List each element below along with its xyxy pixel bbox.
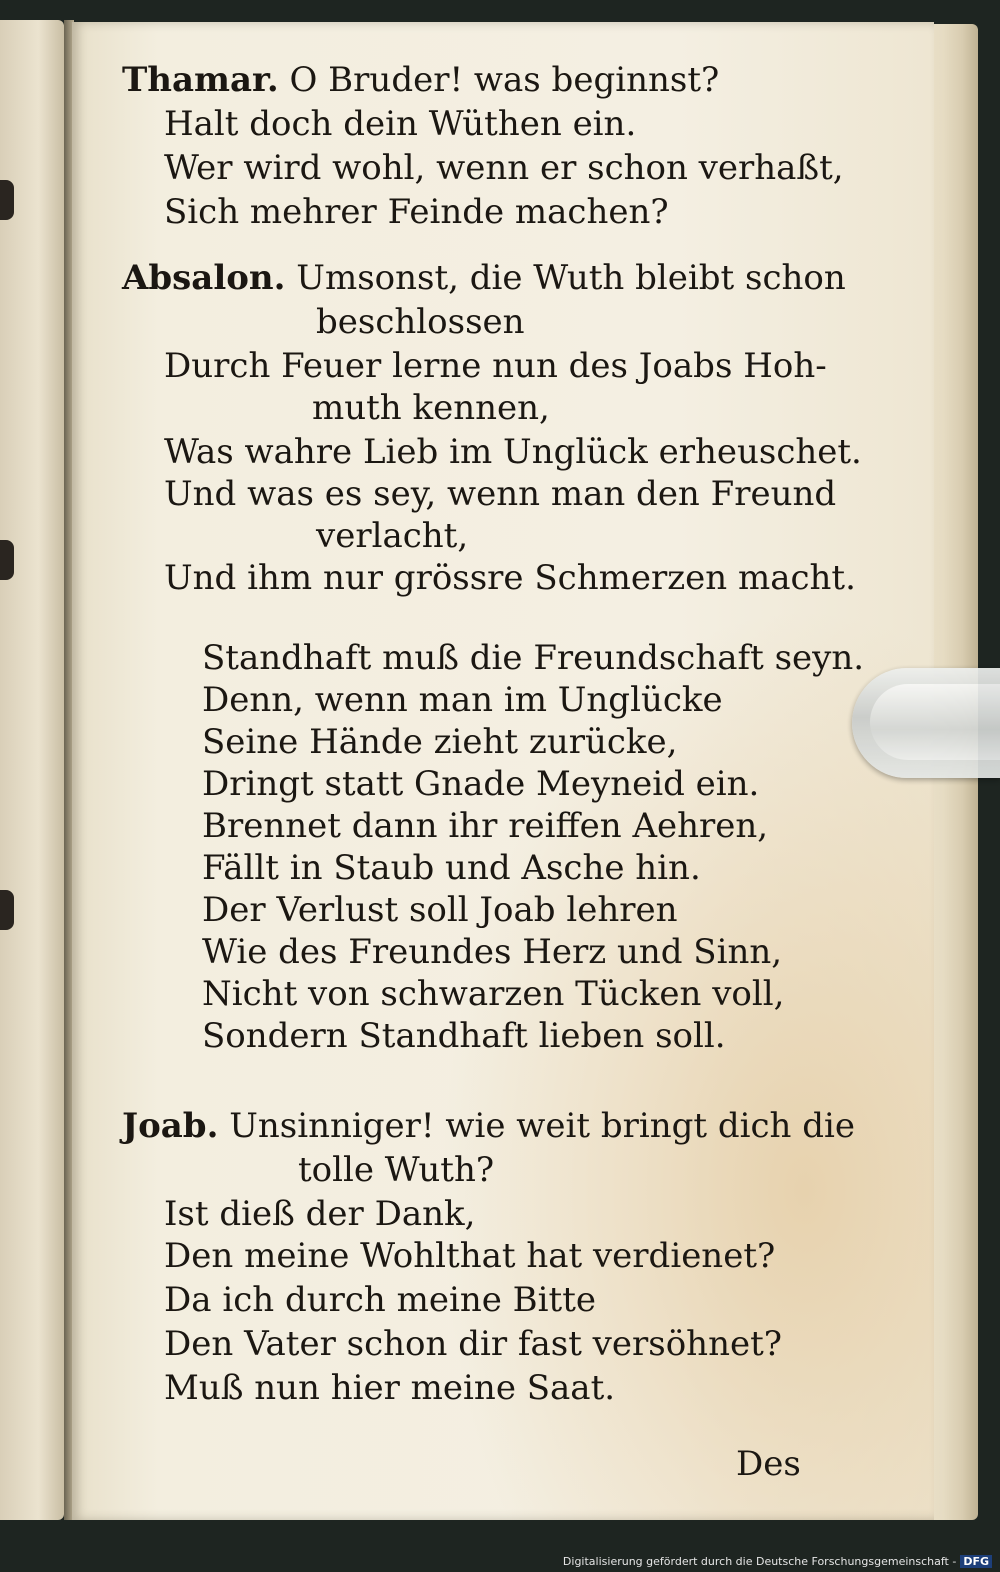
clip-highlight [870,684,1000,760]
verse-line: Nicht von schwarzen Tücken voll, [202,974,785,1014]
verse-line: Brennet dann ihr reiffen Aehren, [202,806,769,846]
verse-line: Muß nun hier meine Saat. [164,1368,616,1408]
verse-line: Denn, wenn man im Unglücke [202,680,723,720]
verse-line: Den Vater schon dir fast versöhnet? [164,1324,782,1364]
left-page-glyph-fragment [0,890,14,930]
digitization-credit [563,1555,992,1568]
verse-line: Sondern Standhaft lieben soll. [202,1016,726,1056]
speaker-name: Absalon. [122,258,286,298]
verse-line: Fällt in Staub und Asche hin. [202,848,701,888]
verse-line [122,1104,855,1148]
line-text: O Bruder! was beginnst? [289,60,720,100]
left-page-glyph-fragment [0,180,14,220]
page-holder-clip [852,668,1000,778]
line-text: Umsonst, die Wuth bleibt schon [296,258,846,298]
verse-line: Halt doch dein Wüthen ein. [164,104,637,144]
verse-line: Durch Feuer lerne nun des Joabs Hoh- [164,346,827,386]
verse-line: tolle Wuth? [298,1150,495,1190]
verse-line: verlacht, [316,516,469,556]
verse-line: Wer wird wohl, wenn er schon verhaßt, [164,148,844,188]
verse-line: Wie des Freundes Herz und Sinn, [202,932,783,972]
verse-line: Was wahre Lieb im Unglück erheuschet. [164,432,862,472]
speaker-name: Thamar. [122,60,279,100]
verse-line: Seine Hände zieht zurücke, [202,722,678,762]
verse-line [122,58,719,102]
verse-line [122,256,846,300]
verse-line: beschlossen [316,302,525,342]
verse-line: Den meine Wohlthat hat verdienet? [164,1236,776,1276]
verse-line: Ist dieß der Dank, [164,1194,476,1234]
verse-line: Dringt statt Gnade Meyneid ein. [202,764,760,804]
dfg-logo: DFG [960,1555,992,1568]
verse-line: Und ihm nur grössre Schmerzen macht. [164,558,856,598]
catchword: Des [736,1444,801,1484]
verse-line: Der Verlust soll Joab lehren [202,890,678,930]
book-page [72,22,934,1520]
left-page-edge [0,20,64,1520]
verse-line: Standhaft muß die Freundschaft seyn. [202,638,865,678]
verse-line: Sich mehrer Feinde machen? [164,192,669,232]
verse-line: Da ich durch meine Bitte [164,1280,596,1320]
credit-text: Digitalisierung gefördert durch die Deutsche Forschungsgemeinschaft - [562,1555,957,1568]
verse-line: muth kennen, [312,388,550,428]
line-text: Unsinniger! wie weit bringt dich die [229,1106,856,1146]
speaker-name: Joab. [122,1106,219,1146]
left-page-glyph-fragment [0,540,14,580]
verse-line: Und was es sey, wenn man den Freund [164,474,837,514]
text-block [72,22,934,1520]
